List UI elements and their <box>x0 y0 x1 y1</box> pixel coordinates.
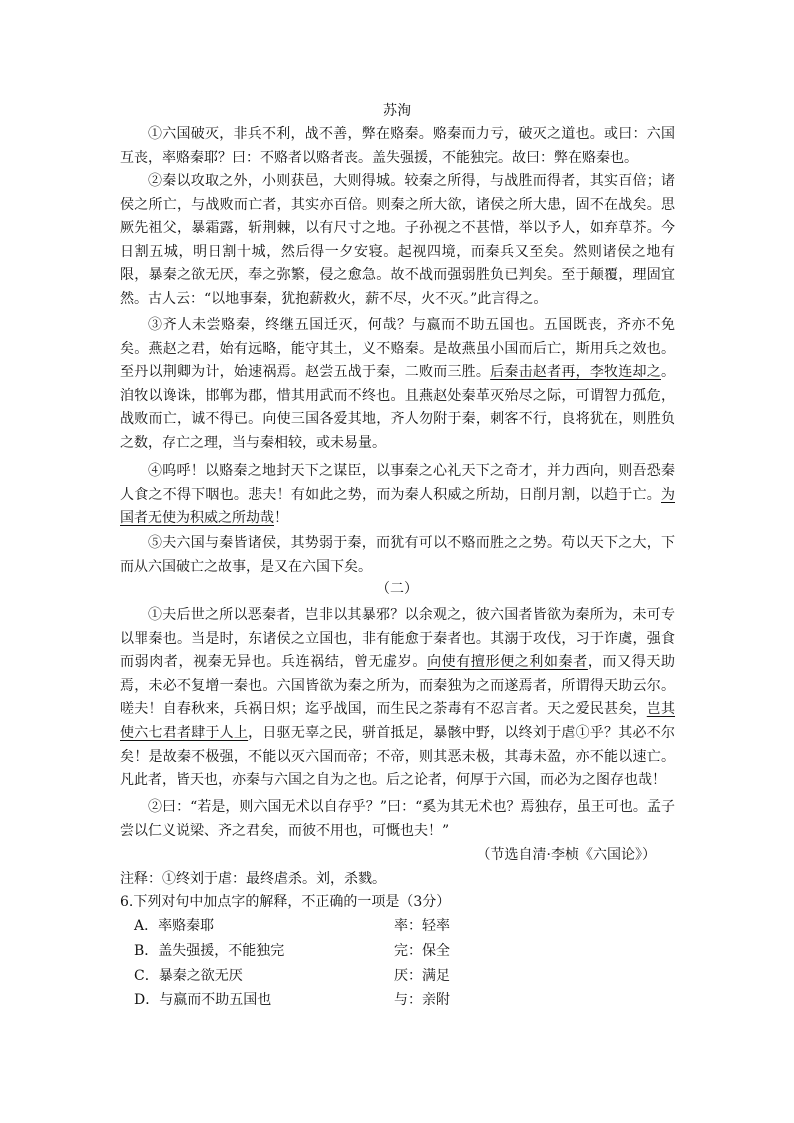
part1-paragraph-5: ⑤夫六国与秦皆诸侯，其势弱于秦，而犹有可以不赂而胜之之势。苟以天下之大，下而从六国破亡之故事，是又在六国下矣。 <box>120 535 675 575</box>
option-b-explanation: 完：保全 <box>394 943 450 959</box>
option-a <box>134 915 614 937</box>
option-c-label: C．暴秦之欲无厌 <box>134 968 243 984</box>
p2-1-text-b: ，而又得天助焉，未必不复增一秦也。六国皆欲为秦之所为，而秦独为之而遂焉者，所谓得天助云尔。嗟夫！自春秋来，兵祸日炽；迄乎战国，而生民之荼毒有不忍言者。天之爱民甚矣， <box>120 654 676 718</box>
option-d-explanation: 与：亲附 <box>394 992 450 1008</box>
author-name: 苏洵 <box>383 103 411 119</box>
part1-paragraph-2: ②秦以攻取之外，小则获邑，大则得城。较秦之所得，与战胜而得者，其实百倍；诸侯之所亡，与战败而亡者，其实亦百倍。则秦之所大欲，诸侯之所大患，固不在战矣。思厥先祖父，暴霜露，斩荆棘，以有尺寸之地。子孙视之不甚惜，举以予人，如弃草芥。今日割五城，明日割十城，然后得一夕安寝。起视四境，而秦兵又至矣。然则诸侯之地有限，暴秦之欲无厌，奉之弥繁，侵之愈急。故不战而强弱胜负已判矣。至于颠覆，理固宜然。古人云：“以地事秦，犹抱薪救火，薪不尽，火不灭。”此言得之。 <box>120 173 675 307</box>
footnote: 注释：①终刘于虐：最终虐杀。刘，杀戮。 <box>120 871 386 887</box>
option-d-label: D．与嬴而不助五国也 <box>134 992 272 1008</box>
p3-text-b: 。洎牧以谗诛，邯郸为郡，惜其用武而不终也。且燕赵处秦革灭殆尽之际，可谓智力孤危，战败而亡，诚不得已。向使三国各爱其地，齐人勿附于秦，刺客不行，良将犹在，则胜负之数，存亡之理，当与秦相较，或未易量。 <box>120 364 675 451</box>
p2-1-underlined-sentence-2: 岂其使六七君者肆于人上 <box>120 701 676 741</box>
question-stem: 6.下列对句中加点字的解释，不正确的一项是（3分） <box>120 894 451 910</box>
option-b <box>134 940 614 962</box>
part1-paragraph-3 <box>120 314 675 456</box>
option-c <box>134 965 614 987</box>
p2-1-text-a: ①夫后世之所以恶秦者，岂非以其暴邪？以余观之，彼六国者皆欲为秦所为，未可专以罪秦也。当是时，东诸侯之立国也，非有能愈于秦者也。其溺于攻伐，习于诈虞，强食而弱肉者，视秦无异也。兵连祸结，曾无虚岁。 <box>120 607 675 671</box>
p3-text-a: ③齐人未尝赂秦，终继五国迁灭，何哉？与嬴而不助五国也。五国既丧，齐亦不免矣。燕赵之君，始有远略，能守其土，义不赂秦。是故燕虽小国而后亡，斯用兵之效也。至丹以荆卿为计，始速祸焉。赵尝五战于秦，二败而三胜。 <box>120 317 675 381</box>
p4-underlined-sentence: 为国者无使为积威之所劫哉 <box>120 486 675 527</box>
part2-paragraph-1 <box>120 604 675 793</box>
option-a-label: A．率赂秦耶 <box>134 918 215 934</box>
source-citation: （节选自清·李桢《六国论》） <box>476 847 656 863</box>
section-two-title: （二） <box>376 581 418 597</box>
option-c-explanation: 厌：满足 <box>394 968 450 984</box>
p3-underlined-sentence: 后秦击赵者再，李牧连却之 <box>490 364 661 381</box>
part2-paragraph-2: ②曰：“若是，则六国无术以自存乎？”曰：“奚为其无术也？焉独存，虽王可也。孟子尝以仁义说梁、齐之君矣，而彼不用也，可慨也夫！” <box>120 799 675 839</box>
p2-1-text-c: ，日驱无辜之民，骈首抵足，暴骸中野，以终刘于虐①乎？其必不尔矣！是故秦不极强，不能以灭六国而帝；不帝，则其恶未极，其毒未盈，亦不能以速亡。凡此者，皆天也，亦秦与六国之自为之也。后之论者，何厚于六国，而必为之图存也哉！ <box>120 724 676 789</box>
part1-paragraph-4 <box>120 460 675 531</box>
option-d <box>134 989 614 1011</box>
option-a-explanation: 率：轻率 <box>394 918 450 934</box>
option-b-label: B．盖失强援，不能独完 <box>134 943 285 959</box>
p2-1-underlined-sentence-1: 向使有擅形便之利如秦者 <box>427 654 588 671</box>
part1-paragraph-1: ①六国破灭，非兵不利，战不善，弊在赂秦。赂秦而力亏，破灭之道也。或曰：六国互丧，率赂秦耶？曰：不赂者以赂者丧。盖失强援，不能独完。故曰：弊在赂秦也。 <box>120 126 675 166</box>
p4-text-a: ④呜呼！以赂秦之地封天下之谋臣，以事秦之心礼天下之奇才，并力西向，则吾恐秦人食之不得下咽也。悲夫！有如此之势，而为秦人积威之所劫，日削月割，以趋于亡。 <box>120 463 675 503</box>
p4-text-b: ！ <box>274 510 288 527</box>
